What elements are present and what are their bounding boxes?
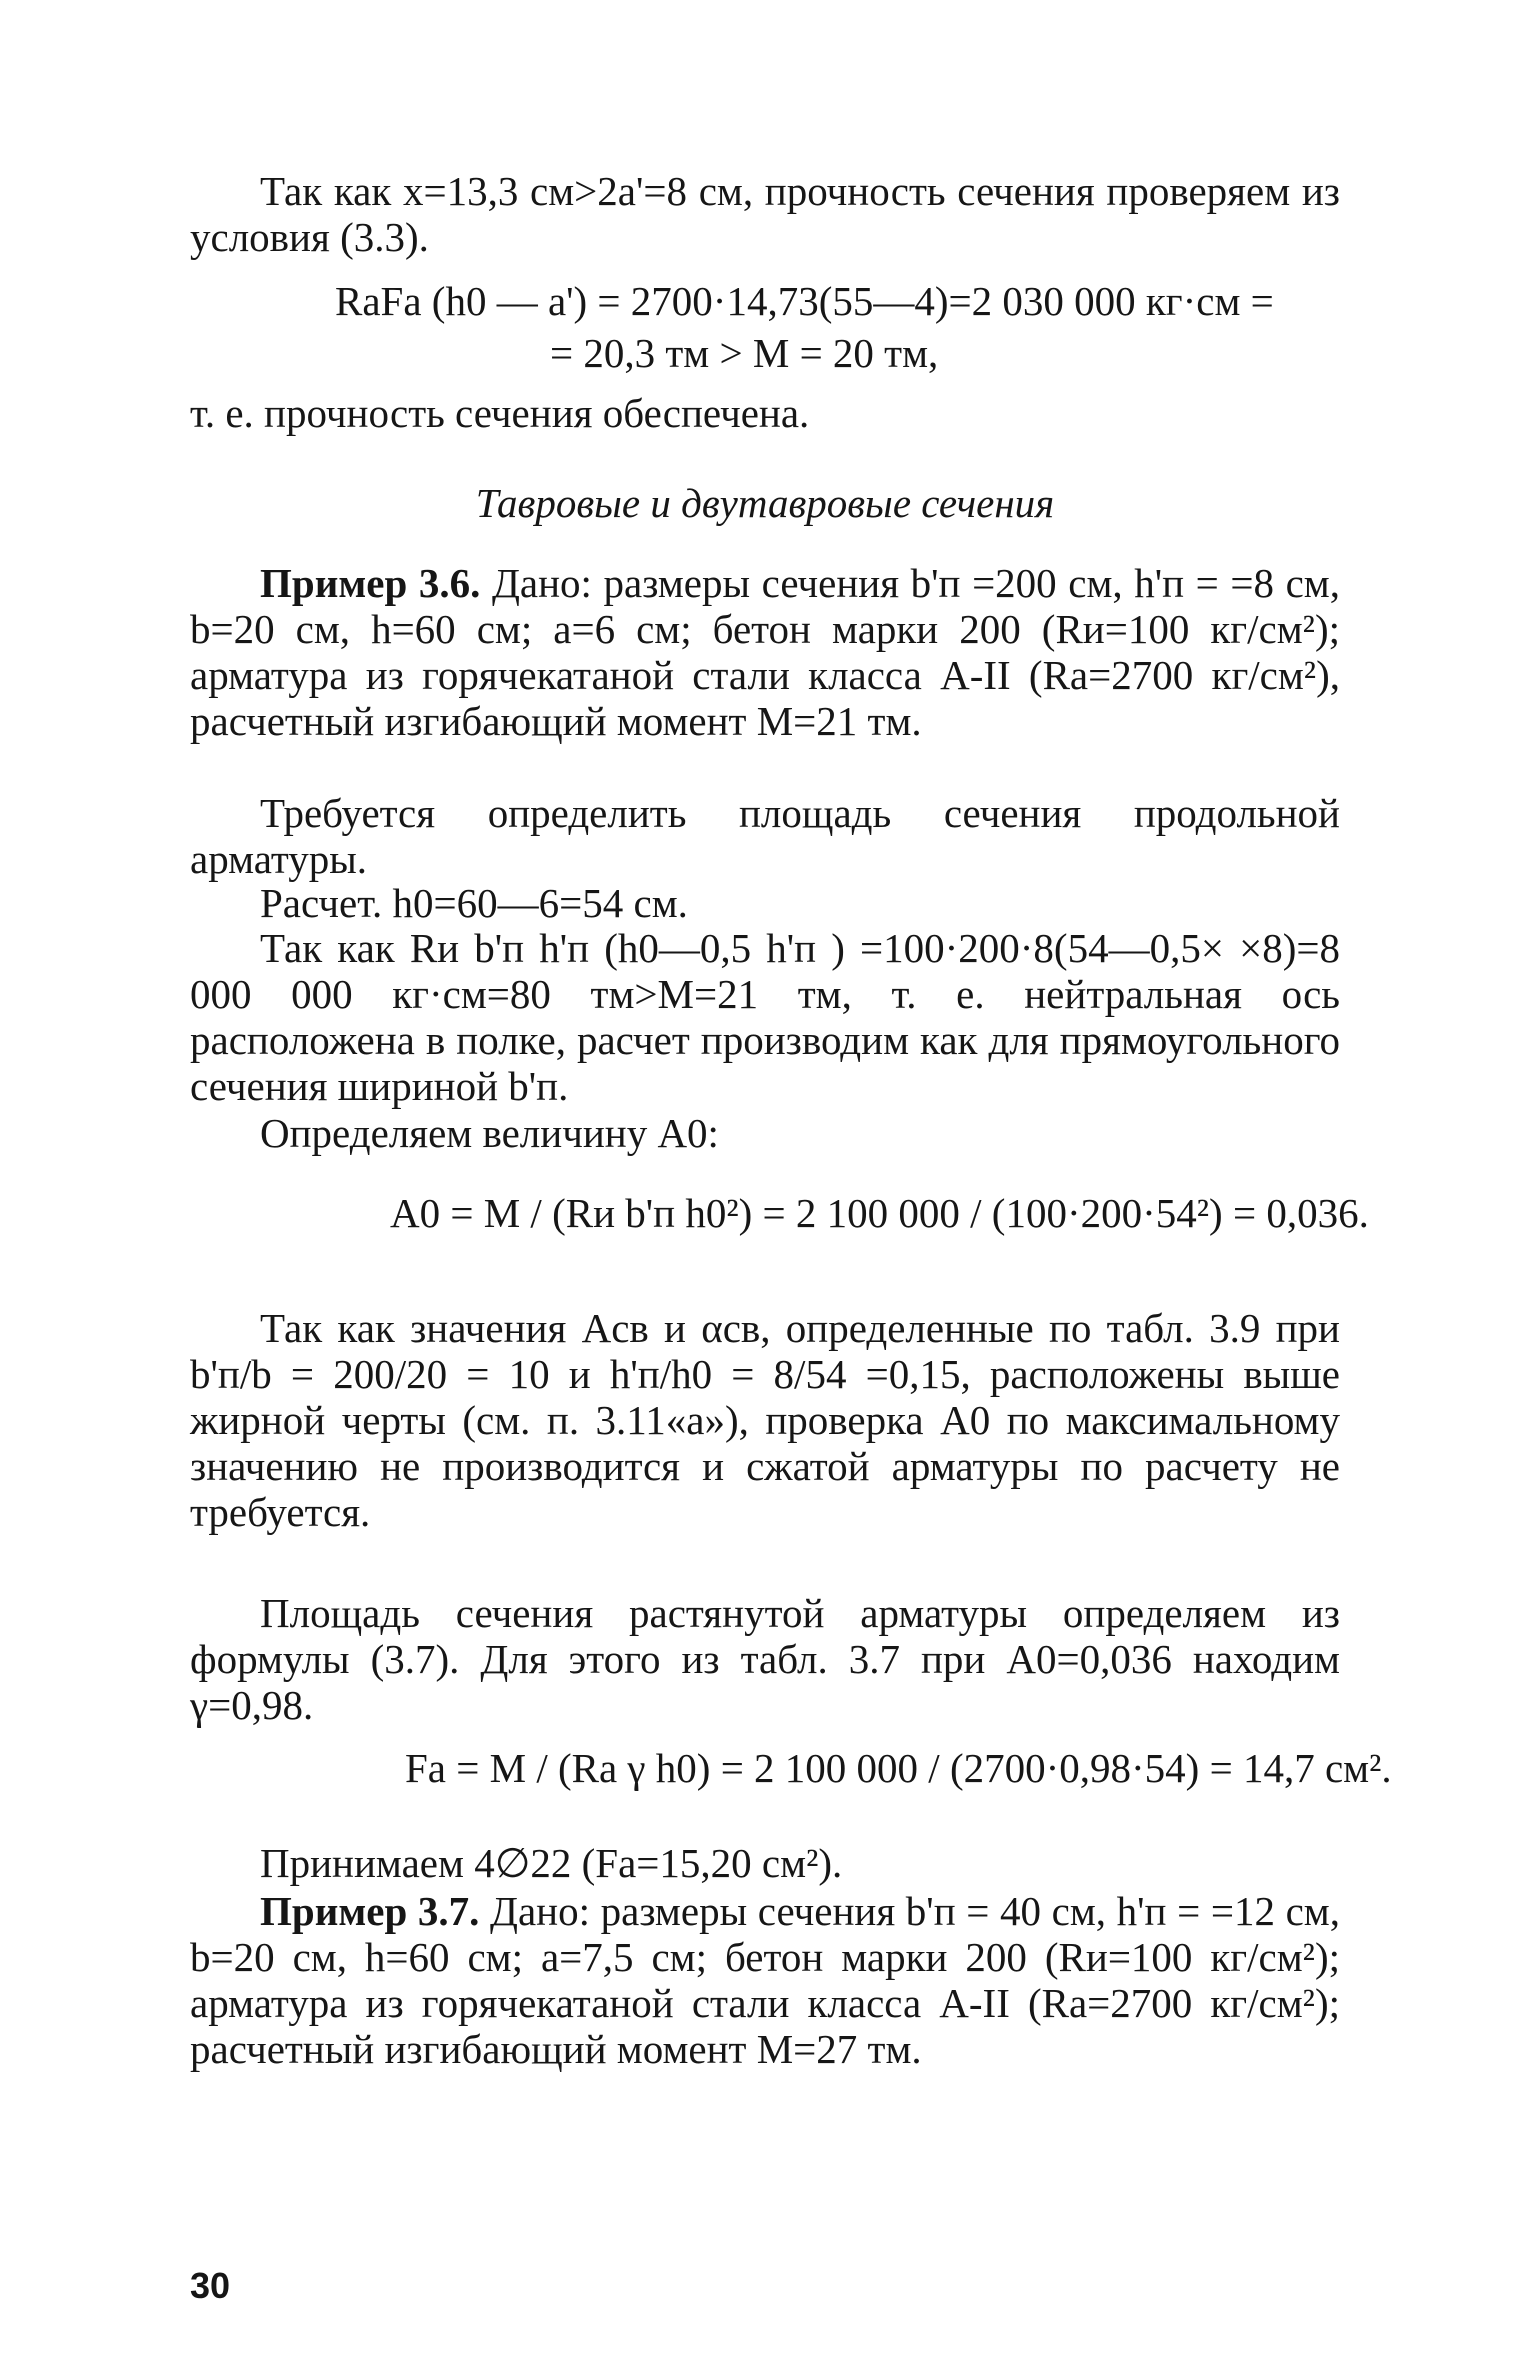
- example-3-6-table: Так как значения Aсв и αсв, определенные по табл. 3.9 при b'п/b = 200/20 = 10 и h'п/h0 = 8/54 =0,15, расположены выше жирной черты (см. п. 3.11«а»), проверка A0 по максимальному значению не производится и сжатой арматуры по расчету не требуется.: [190, 1305, 1340, 1535]
- paragraph-conclusion: т. е. прочность сечения обеспечена.: [190, 390, 810, 436]
- example-3-6-label: Пример 3.6.: [260, 560, 481, 606]
- example-3-7-label: Пример 3.7.: [260, 1888, 480, 1934]
- page-number: 30: [190, 2265, 231, 2306]
- example-3-6-required: Требуется определить площадь сечения продольной арматуры.: [190, 790, 1340, 882]
- example-3-6-check: Так как Rи b'п h'п (h0—0,5 h'п ) =100·200·8(54—0,5× ×8)=8 000 000 кг·см=80 тм>М=21 тм, т. е. нейтральная ось расположена в полке, расчет производим как для прямоугольного сечения шириной b'п.: [190, 925, 1340, 1109]
- equation-check-line-2: = 20,3 тм > М = 20 тм,: [550, 330, 939, 376]
- example-3-6-given: [190, 560, 1340, 744]
- example-3-6-calc: Расчет. h0=60—6=54 см.: [260, 880, 688, 926]
- example-3-6-given-text: Дано: размеры сечения b'п =200 см, h'п = =8 см, b=20 см, h=60 см; a=6 см; бетон марки 200 (Rи=100 кг/см²); арматура из горячекатаной стали класса А-II (Ra=2700 кг/см²), расчетный изгибающий момент М=21 тм.: [190, 560, 1341, 744]
- example-3-6-area: Площадь сечения растянутой арматуры определяем из формулы (3.7). Для этого из табл. 3.7 при A0=0,036 находим γ=0,98.: [190, 1590, 1340, 1728]
- example-3-6-accept: Принимаем 4∅22 (Fa=15,20 см²).: [260, 1840, 843, 1886]
- example-3-7-given: [190, 1888, 1340, 2072]
- example-3-7-given-text: Дано: размеры сечения b'п = 40 см, h'п = =12 см, b=20 см, h=60 см; a=7,5 см; бетон марки 200 (Rи=100 кг/см²); арматура из горячекатаной стали класса А-II (Ra=2700 кг/см²); расчетный изгибающий момент М=27 тм.: [190, 1888, 1340, 2072]
- equation-a0: A0 = M / (Rи b'п h0²) = 2 100 000 / (100·200·54²) = 0,036.: [390, 1190, 1369, 1236]
- equation-check-line-1: RaFa (h0 — a') = 2700·14,73(55—4)=2 030 000 кг·см =: [335, 278, 1274, 324]
- example-3-6-determine: Определяем величину A0:: [260, 1110, 719, 1156]
- paragraph-intro: Так как x=13,3 см>2a'=8 см, прочность сечения проверяем из условия (3.3).: [190, 168, 1340, 260]
- section-heading: Тавровые и двутавровые сечения: [475, 480, 1055, 526]
- equation-fa: Fa = M / (Ra γ h0) = 2 100 000 / (2700·0,98·54) = 14,7 см².: [405, 1745, 1392, 1791]
